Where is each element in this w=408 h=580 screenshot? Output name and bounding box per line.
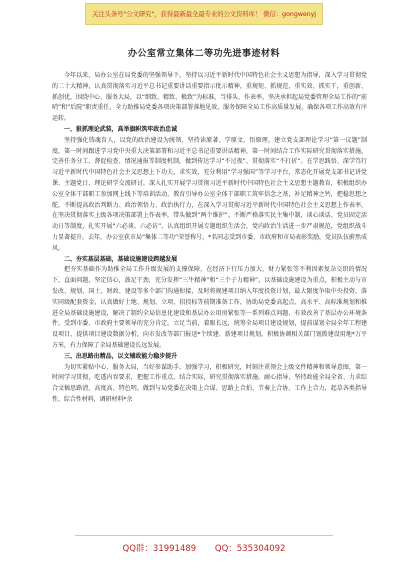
body-paragraph: 今年以来，局办公室在局党委的坚强领导下，坚持以习近平新时代中国特色社会主义思想为指导，深入学习贯彻党的二十大精神，认真贯彻落实习近平总书记重要讲话重要指示批示精神，重规矩、抓规范，重实效、抓实干，重创新、抓创优，围绕中心、服务大局，以“细致、精致、极致”为标准，当排头、作表率，坚决承担起局党委管理全局工作的“前哨”和“后院”职责重任，全力助推局党委各项决策部署落地见效，服务保障全局工作高质量发展，确保各项工作高效有序运转。 [52,72,367,123]
promo-banner-text: 关注头条号"公文研究"，获得最新最全最专业的公文资料库！ 微信：gongwenyj [92,10,316,18]
body-paragraph: 坚持强化铸魂育人，以党的政治建设为统领，坚持读原著、学原文、悟原理，建立党支部理论学习“第一议题”制度，第一时间跟进学习党中央重大决策部署和习近平总书记重要讲话精神，第一时间结合工作实际研究贯彻落实措施，完善任务分工、督促检查、情况通报等制度机制，做到传达学习“不过夜”、贯彻落实“不打折”。在学思践悟、深学笃行习近平新时代中国特色社会主义思想上下功夫，求实效，充分利用“学习强国”等学习平台，常态化开展党支部书记讲党课、主题党日、理论研学交流研讨。深入扎实开展学习贯彻习近平新时代中国特色社会主义思想主题教育，积极组织办公室全体干部职工参加网上线下等培训活动，教育引导办公室全体干部职工筑牢信念之基，补足精神之钙，把稳思想之舵，不断提高政治判断力、政治领悟力、政治执行力，在深入学习贯彻习近平新时代中国特色社会主义思想上作表率，在坚决贯彻落实上级各项决策部署上作表率，带头做到“两个维护”。不断严格落实民主集中制，谈心谈话、党员固定活动日等制度，扎实开展“六必谈、六必访”，认真组织开展专题组织生活会，党内政治生活进一步严肃规范，党组织战斗力显著提升。去年，办公室获市局“集体二等功”荣誉称号，*名同志受到市委、市政府和市局表彰奖励，党员队伍蔚然成风。 [52,136,367,252]
document-body [52,71,367,406]
footer-divider [75,535,333,536]
footer-qq-contact: QQ：535304092 [214,544,286,554]
footer-qq-group: QQ群：31991489 [122,544,197,554]
footer [0,542,408,554]
body-paragraph: 为切实紧贴中心、服务大局，当好参谋助手，加强学习，积极研究，时刻注重领会上级文件精神和领导意图，第一时间学习贯彻，吃透内容要求，把握工作重点，结合实际，研究贯彻落实措施。耐心指导，坚持政能全局全省、力求综合文稿思路清、高度高、特色明，做到与局党委在决策上合谋、思路上合拍、节奏上合协、工作上合力，起草各类指导性、综合性材料，调研材料*余 [52,363,367,403]
document-title: 办公室常立集体二等功先进事迹材料 [127,49,280,59]
section-heading: 二、夯实基层基础，基础设施建设跨越发展 [64,255,178,263]
body-paragraph: 把夯实基础作为助推全局工作升级发展的支撑保障，在经济下行压力加大、财力紧张等不利因素复杂交织的情况下，直面问题，坚定信心，鼓足干劲，充分发挥“三牛精神”和“三个子力精神”，以基础设施建设为重点，积极主动与市发改、规划、国土、财政、建设等多个部门沟通衔接，及时将规建项目纳入年度投资计划，最大限度争取中央投资，落实同级配套资金，认真做好土地、规划、立项、招投标等前期准备工作，协助局党委高起点、高水平、高标准规划和推进全局基础设施建设，解决了制约全局信息化建设和基层办公用房紧张等一系列难点问题，有效改善了基层办公环境条件，受到市委、市政府主要领导的充分肯定。立足当前，着眼长远，统筹全局项目建设规划，提前谋划全局全年工程建设项目，提供项目建设数据分析，向市发改等部门报送*个续建、新建项目规划，积极协调相关部门划拨建设用地*万平方米，有力保障了全局基础建设长远发展。 [52,266,367,349]
section-heading: 三、出思路出精品，以文辅政能力稳步提升 [64,352,178,360]
section-heading: 一、狠抓理论武装，高举旗帜筑牢政治忠诚 [64,125,178,133]
promo-banner [85,3,323,25]
